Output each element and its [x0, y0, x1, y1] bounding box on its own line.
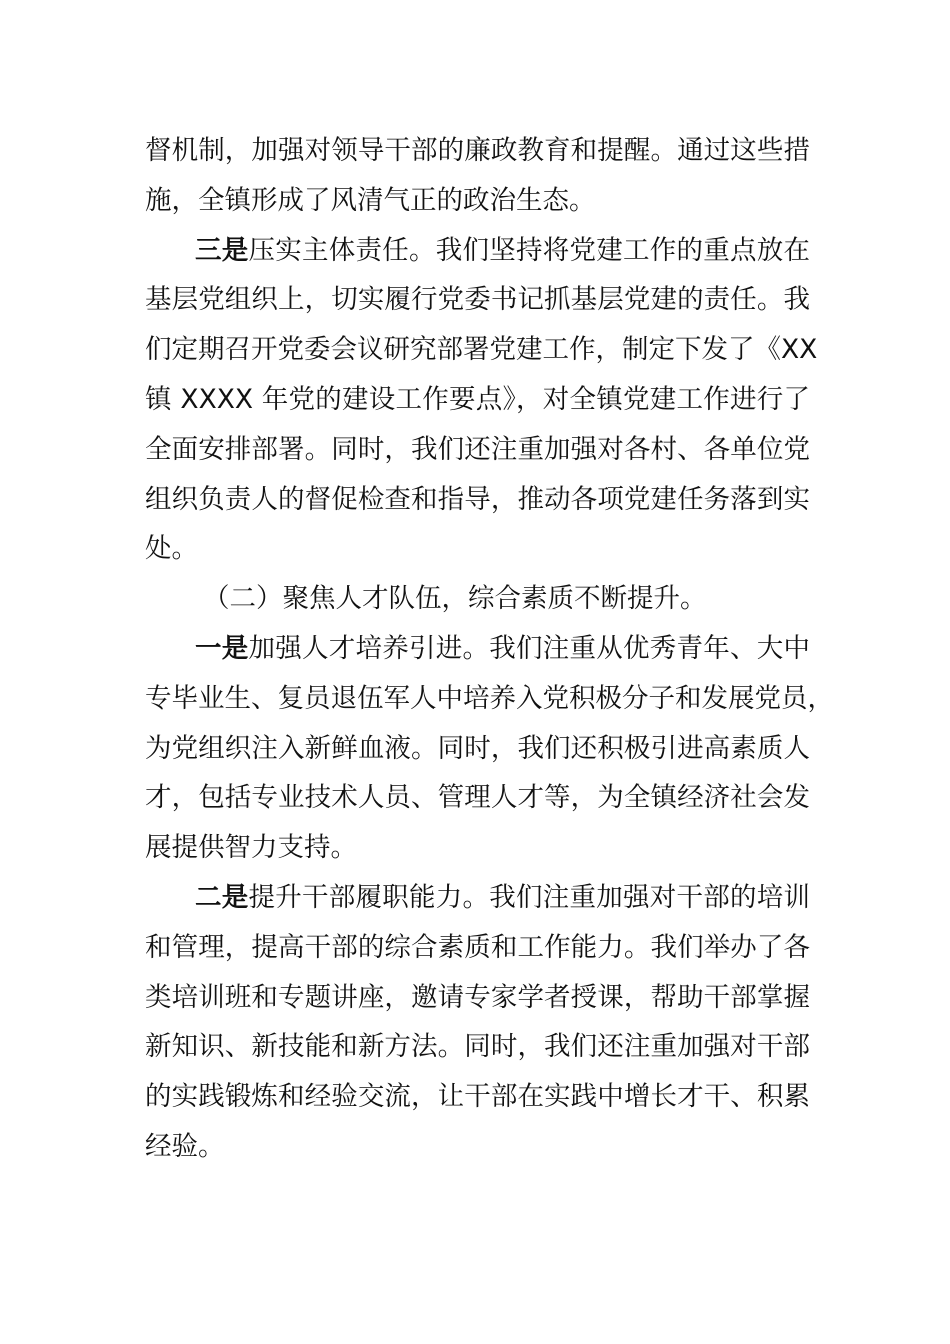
text-segment: 提升干部履职能力。我们注重加强对干部的培训	[248, 881, 810, 913]
text-line: 督机制，加强对领导干部的廉政教育和提醒。通过这些措	[145, 135, 810, 166]
document-body	[145, 126, 834, 1172]
paragraph-cadre-ability	[145, 873, 810, 1172]
text-line: 施，全镇形成了风清气正的政治生态。	[145, 184, 596, 216]
text-line: 专毕业生、复员退伍军人中培养入党积极分子和发展党员，	[145, 682, 834, 714]
text-line: 为党组织注入新鲜血液。同时，我们还积极引进高素质人	[145, 732, 810, 764]
paragraph-lead: 二是	[195, 881, 249, 913]
text-segment: 加强人才培养引进。我们注重从优秀青年、大中	[248, 632, 810, 664]
text-line: 处。	[145, 533, 198, 565]
paragraph-lead: 一是	[195, 632, 249, 664]
text-segment: 压实主体责任。我们坚持将党建工作的重点放在	[248, 234, 810, 266]
text-line	[145, 226, 810, 276]
text-line: 经验。	[145, 1130, 225, 1162]
text-line: 们定期召开党委会议研究部署党建工作，制定下发了《XX	[145, 334, 818, 366]
section-heading: （二）聚焦人才队伍，综合素质不断提升。	[203, 583, 707, 615]
paragraph-responsibility	[145, 226, 818, 575]
text-line: 的实践锻炼和经验交流，让干部在实践中增长才干、积累	[145, 1081, 810, 1113]
text-line: 组织负责人的督促检查和指导，推动各项党建任务落到实	[145, 483, 810, 515]
paragraph-talent	[145, 624, 834, 873]
text-line	[145, 624, 810, 674]
paragraph-supervision	[145, 126, 810, 226]
text-line: 基层党组织上，切实履行党委书记抓基层党建的责任。我	[145, 284, 810, 316]
text-line: 才，包括专业技术人员、管理人才等，为全镇经济社会发	[145, 782, 810, 814]
text-line: 和管理，提高干部的综合素质和工作能力。我们举办了各	[145, 931, 810, 963]
text-line: 新知识、新技能和新方法。同时，我们还注重加强对干部	[145, 1031, 810, 1063]
text-line: 全面安排部署。同时，我们还注重加强对各村、各单位党	[145, 433, 810, 465]
text-line: 展提供智力支持。	[145, 832, 357, 864]
text-line: 镇 XXXX 年党的建设工作要点》，对全镇党建工作进行了	[145, 383, 810, 415]
text-line	[145, 873, 810, 923]
paragraph-lead: 三是	[195, 234, 249, 266]
text-line: 类培训班和专题讲座，邀请专家学者授课，帮助干部掌握	[145, 981, 810, 1013]
